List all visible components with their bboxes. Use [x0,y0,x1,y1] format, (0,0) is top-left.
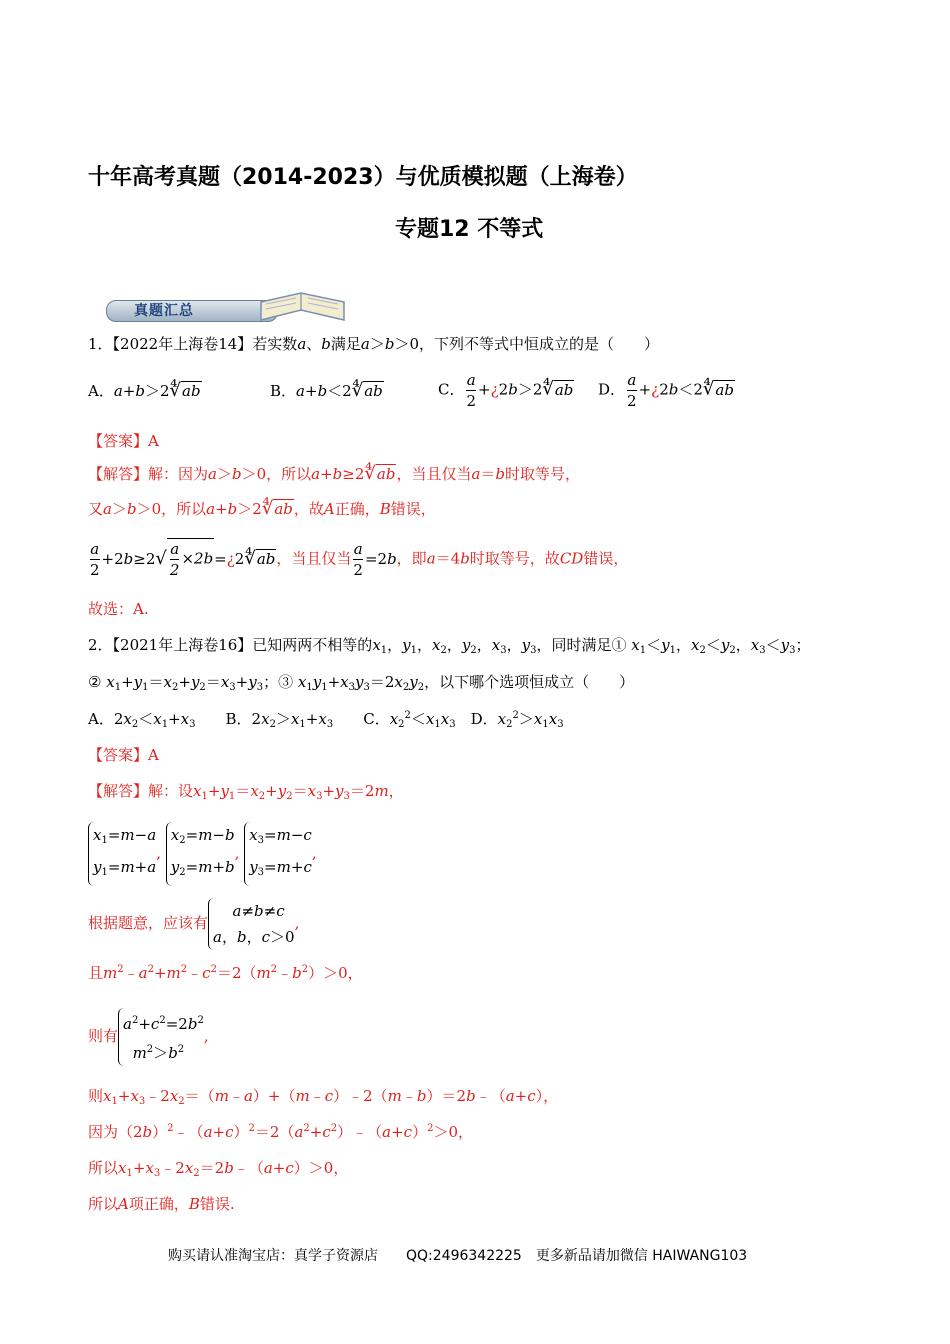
q1-stem: 1．【2022年上海卷14】若实数a、b满足a＞b＞0，下列不等式中恒成立的是（ ） [88,335,660,353]
q2-systems: $x_1=m-a$ $y_1=m+a$, $x_2=m-b$ $y_2=m+b$, $x_3=m-c$ $y_3=m+c$, [88,822,317,886]
section-banner [106,290,346,326]
q1-answer: 【答案】A [88,432,159,450]
footer-text: 购买请认准淘宝店：真学子资源店 QQ:2496342225 更多新品请加微信 HAIWANG103 [168,1248,748,1264]
q1-analysis-3: $\frac{a}{2}$ +2b≥2√ $\frac{a}{2}$ ×2b=¿2∜ab，当且仅当 $\frac{a}{2}$ =2b，即a＝4b时取等号，故CD错误， [90,540,629,579]
q1-option-d: D． $\frac{a}{2}$ +¿2b＜2∜ab [598,371,734,410]
q2-stem-2: ② $x_1+y_1=x_2+y_2=x_3+y_3$；③ $x_1y_1+x_3y_3=2x_2y_2$，以下哪个选项恒成立（ ） [88,673,635,693]
q1-option-c: C． $\frac{a}{2}$ +¿2b＞2∜ab [438,371,574,410]
q2-analysis-3: 且$m^2﹣a^2+m^2﹣c^2=2(m^2﹣b^2)>0$， [88,964,363,982]
q1-analysis-2: 又a＞b＞0，所以a+b＞2∜ab，故A正确，B错误， [88,498,436,519]
q2-analysis-5: 则$x_1+x_3﹣2x_2=(m﹣a)+(m﹣c)﹣2(m﹣b)=2b﹣(a+c)$， [88,1087,559,1107]
q2-analysis-4: 则有$a^2+c^2=2b^2$ $m^2>b^2$, [88,1008,209,1066]
q2-options: A．$2x_2<x_1+x_3$ B．$2x_2>x_1+x_3$ C．$x_2^2<x_1x_3$ D．$x_2^2>x_1x_3$ [88,710,564,730]
page-title: 十年高考真题（2014-2023）与优质模拟题（上海卷） [88,165,638,190]
q1-option-b: B．a+b＜2∜ab [270,380,383,401]
q2-analysis-6: 因为$(2b)^2﹣(a+c)^2=2(a^2+c^2)﹣(a+c)^2>0$， [88,1123,474,1141]
q2-analysis-1: 【解答】解：设$x_1+y_1=x_2+y_2=x_3+y_3=2m$， [88,782,404,802]
banner-label: 真题汇总 [134,303,194,319]
q1-option-a: A．a+b＞2∜ab [88,380,201,401]
page-subtitle: 专题12 不等式 [395,217,544,242]
q1-analysis-1: 【解答】解：因为a＞b＞0，所以a+b≥2∜ab，当且仅当a＝b时取等号， [88,463,581,484]
q2-answer: 【答案】A [88,746,159,764]
q2-analysis-8: 所以A项正确，B错误. [88,1195,235,1213]
q2-stem-1: 2．【2021年上海卷16】已知两两不相等的$x_1$，$y_1$，$x_2$，$y_2$，$x_3$，$y_3$，同时满足① $x_1<y_1$，$x_2<y_2$，$x_3<y_3$； [88,636,811,656]
open-book-icon [256,290,351,326]
q2-analysis-7: 所以$x_1+x_3﹣2x_2=2b﹣(a+c)>0$， [88,1159,349,1179]
q1-conclusion: 故选：A. [88,600,149,618]
q2-analysis-2: 根据题意，应该有 a≠b≠c a，b，c＞0, [88,898,299,950]
